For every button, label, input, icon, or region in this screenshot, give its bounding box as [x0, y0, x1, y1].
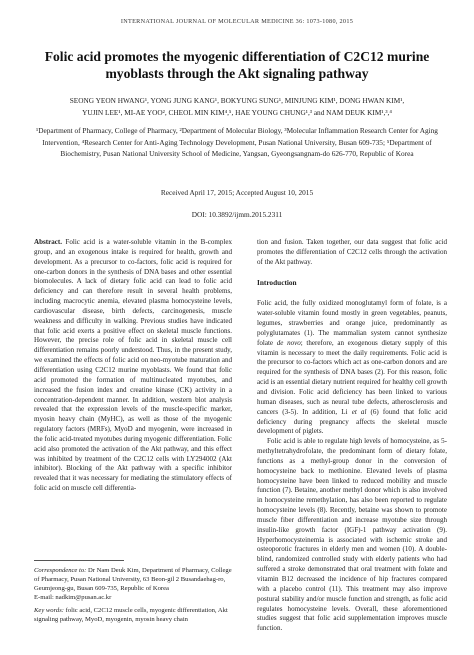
- keywords-text: folic acid, C2C12 muscle cells, myogenic differentiation, Akt signaling pathway, MyoD, myogenin, myosin heavy chain: [34, 607, 228, 623]
- author-line-1: SEONG YEON HWANG¹, YONG JUNG KANG¹, BOKYUNG SUNG¹, MINJUNG KIM¹, DONG HWAN KIM¹,: [69, 96, 405, 105]
- intro-text-b: ; therefore, an exogenous dietary supply of this vitamin is necessary to meet the daily requirements. Folic acid is the precursor to co-factors which act as one-carbon donors and are required for the synthesis of DNA bases (2). For this reason, folic acid is an essential dietary nutrient required for healthy cell growth and division. Folic acid deficiency has been linked to various human diseases, such as neural tube defects, atherosclerosis and cancers (3-5). In addition, Li: [257, 338, 447, 416]
- correspondence-text: Dr Nam Deuk Kim, Department of Pharmacy, College of Pharmacy, Pusan National University, 63 Beon-gil 2 Busandaehag-ro, Geumjeong-gu, Busan 609-735, Republic of Korea: [34, 567, 232, 592]
- right-column: [257, 238, 447, 639]
- correspondence-label: Correspondence to:: [34, 567, 87, 574]
- abstract-text: Folic acid is a water-soluble vitamin in the B-complex group, and an exogenous intake is required for health, growth and development. As a precursor to co-factors, folic acid is required for one-carbon donors in the synthesis of DNA bases and other essential biomolecules. A lack of dietary folic acid can lead to folic acid deficiency and can therefore result in several health problems, including macrocytic anemia, elevated plasma homocysteine levels, cardiovascular disease, birth defects, carcinogenesis, muscle weakness and difficulty in walking. Previous studies have indicated that folic acid exerts a positive effect on skeletal muscle functions. However, the precise role of folic acid in skeletal muscle cell differentiation remains poorly understood. Thus, in the present study, we examined the effects of folic acid on neo-myotube maturation and differentiation using C2C12 murine myoblasts. We found that folic acid promoted the formation of multinucleated myotubes, and increased the fusion index and creatine kinase (CK) activity in a concentration-dependent manner. In addition, western blot analysis revealed that the expression levels of the muscle-specific marker, myosin heavy chain (MyHC), as well as those of the myogenic regulatory factors (MRFs), MyoD and myogenin, were increased in the folic acid-treated myotubes during myogenic differentiation. Folic acid also promoted the activation of the Akt pathway, and this effect was inhibited by treatment of the C2C12 cells with LY294002 (Akt inhibitor). Blocking of the Akt pathway with a specific inhibitor revealed that it was necessary for mediating the stimulatory effects of folic acid on muscle cell differentia-: [34, 238, 232, 493]
- introduction-body: [257, 299, 447, 639]
- doi: DOI: 10.3892/ijmm.2015.2311: [191, 210, 283, 219]
- intro-paragraph-2: Folic acid is able to regulate high levels of homocysteine, as 5-methyltetrahydrofolate, the predominant form of dietary folate, functions as a methyl-group donor in the conversion of homocysteine back to methionine. Elevated levels of plasma homocysteine have been linked to reduced mobility and muscle function (7). Betaine, another methyl donor which is also involved in homocysteine remethylation, has also been reported to regulate homocysteine levels (8). Recently, betaine was shown to promote muscle fiber differentiation and increase myotube size through insulin-like growth factor (IGF)-1 pathway activation (9). Hyperhomocysteinemia is associated with ischemic stroke and osteoporotic fractures in elderly men and women (10). A double-blind, randomized controlled study with elderly patients who had suffered a stroke demonstrated that oral treatment with folate and vitamin B12 decreased the incidence of hip fractures compared with a placebo control (11). This treatment may also improve postural stability and/or muscle function and strength, as folic acid regulates homocysteine levels. Overall, these aforementioned studies suggest that folic acid supplementation improves muscle function.: [257, 437, 447, 633]
- abstract-paragraph: [34, 238, 232, 494]
- correspondence-footnote: [34, 566, 232, 602]
- author-list: [25, 95, 449, 119]
- section-heading-introduction: Introduction: [257, 277, 297, 287]
- author-line-2: YUJIN LEE¹, MI-AE YOO², CHEOL MIN KIM⁴,⁵, HAE YOUNG CHUNG¹,³ and NAM DEUK KIM¹,³,⁴: [82, 108, 392, 117]
- intro-text-a: Folic acid, the fully oxidized monoglutamyl form of folate, is a water-soluble vitamin found mostly in green vegetables, peanuts, legumes, strawberries and orange juice, predominantly as polyglutamates (1). The mammalian system cannot synthesize folate: [257, 299, 447, 347]
- article-title: Folic acid promotes the myogenic differentiation of C2C12 murine myoblasts through the Akt signaling pathway: [44, 49, 430, 81]
- intro-text-c: (6) found that folic acid deficiency during pregnancy affects the skeletal muscle development of piglets.: [257, 407, 447, 436]
- intro-paragraph-1: [257, 299, 447, 437]
- correspondence-email[interactable]: E-mail: nadkim@pusan.ac.kr: [34, 594, 112, 601]
- footnote-rule: [34, 560, 124, 561]
- abstract-continued: tion and fusion. Taken together, our data suggest that folic acid promotes the differentiation of C2C12 cells through the activation of the Akt pathway.: [257, 238, 447, 266]
- running-head: INTERNATIONAL JOURNAL OF MOLECULAR MEDICINE 36: 1073-1080, 2015: [120, 18, 354, 25]
- affiliations: ¹Department of Pharmacy, College of Pharmacy, ²Department of Molecular Biology, ³Molecular Inflammation Research Center for Aging Intervention, ⁴Research Center for Anti-Aging Technology Development, Pusan National University, Busan 609-735; ⁵Department of Biochemistry, Pusan National University School of Medicine, Yangsan, Gyeongsangnam-do 626-770, Republic of Korea: [36, 126, 438, 158]
- abstract-column: [34, 238, 232, 554]
- abstract-label: Abstract.: [34, 238, 62, 246]
- keywords-footnote: [34, 606, 232, 624]
- intro-text-denovo: de novo: [276, 338, 301, 347]
- intro-text-etal: et al: [351, 407, 367, 416]
- keywords-label: Key words:: [34, 607, 64, 614]
- received-accepted-dates: Received April 17, 2015; Accepted August 10, 2015: [160, 188, 314, 197]
